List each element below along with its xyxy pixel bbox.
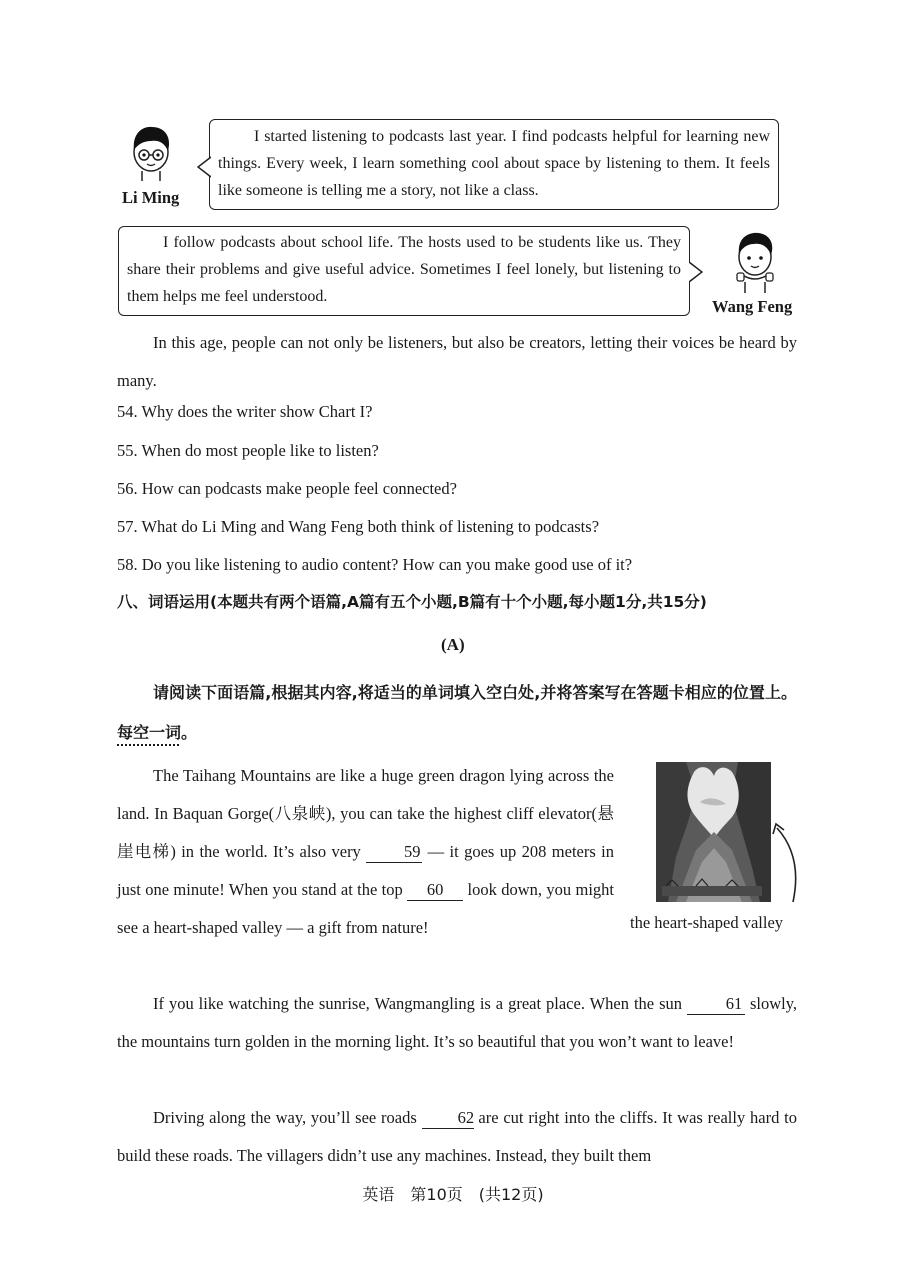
heart-shaped-valley-image xyxy=(656,762,771,902)
image-caption: the heart-shaped valley xyxy=(630,913,784,932)
part-a-title: (A) xyxy=(441,635,465,654)
wang-feng-text: I follow podcasts about school life. The hosts used to be students like us. They share their problems and give useful advice. Sometimes I feel lonely, but listening to them helps me feel understood. xyxy=(127,234,681,305)
question-58: 58. Do you like listening to audio content? How can you make good use of it? xyxy=(117,555,633,574)
blank-60[interactable]: 60 xyxy=(407,880,463,901)
question-54: 54. Why does the writer show Chart I? xyxy=(117,402,373,421)
bubble-tail-icon xyxy=(197,156,211,178)
question-55: 55. When do most people like to listen? xyxy=(117,441,379,460)
question-57: 57. What do Li Ming and Wang Feng both think of listening to podcasts? xyxy=(117,517,600,536)
section-heading: 八、词语运用(本题共有两个语篇,A篇有五个小题,B篇有十个小题,每小题1分,共15分) xyxy=(117,593,707,611)
boy-headphones-icon xyxy=(727,230,783,294)
blank-61[interactable]: 61 xyxy=(687,994,745,1015)
instruction-emphasis: 每空一词 xyxy=(117,723,182,742)
blank-59[interactable]: 59 xyxy=(366,842,422,863)
question-56: 56. How can podcasts make people feel connected? xyxy=(117,479,457,498)
page-footer: 英语 第10页 (共12页) xyxy=(362,1185,544,1204)
li-ming-text: I started listening to podcasts last year. I find podcasts helpful for learning new things. Every week, I learn something cool about space by listening to them. It feels like someone is telling me a story, not like a class. xyxy=(218,128,770,199)
instructions xyxy=(117,673,797,753)
wang-feng-avatar xyxy=(727,230,783,294)
li-ming-speech-bubble xyxy=(209,119,779,210)
valley-illustration-icon xyxy=(656,762,771,902)
blank-62[interactable]: 62 xyxy=(422,1108,474,1129)
wang-feng-speech-bubble xyxy=(118,226,690,316)
pointer-arrow-icon xyxy=(771,822,801,904)
li-ming-avatar xyxy=(124,124,178,182)
passage-paragraph-1: The Taihang Mountains are like a huge green dragon lying across the land. In Baquan Gorge(八泉峡), you can take the highest cliff elevator(悬崖电梯) in the world. It’s also very 59 — it goes up 208 meters in just one minute! When you stand at the top 60 look down, you might see a heart-shaped valley — a gift from nature! xyxy=(117,766,615,937)
passage-paragraph-2: If you like watching the sunrise, Wangmangling is a great place. When the sun 61 slowly, the mountains turn golden in the morning light. It’s so beautiful that you won’t want to leave! xyxy=(117,994,798,1051)
closing-paragraph: In this age, people can not only be listeners, but also be creators, letting their voices be heard by many. xyxy=(117,333,797,390)
wang-feng-name: Wang Feng xyxy=(712,297,793,316)
bubble-tail-icon xyxy=(689,261,703,283)
passage-paragraph-3: Driving along the way, you’ll see roads 62 are cut right into the cliffs. It was really hard to build these roads. The villagers didn’t use any machines. Instead, they built them xyxy=(117,1108,797,1165)
li-ming-name: Li Ming xyxy=(122,188,180,207)
instruction-main: 请阅读下面语篇,根据其内容,将适当的单词填入空白处,并将答案写在答题卡相应的位置上。 xyxy=(153,683,797,702)
boy-glasses-icon xyxy=(124,124,178,182)
instruction-end: 。 xyxy=(181,723,198,742)
